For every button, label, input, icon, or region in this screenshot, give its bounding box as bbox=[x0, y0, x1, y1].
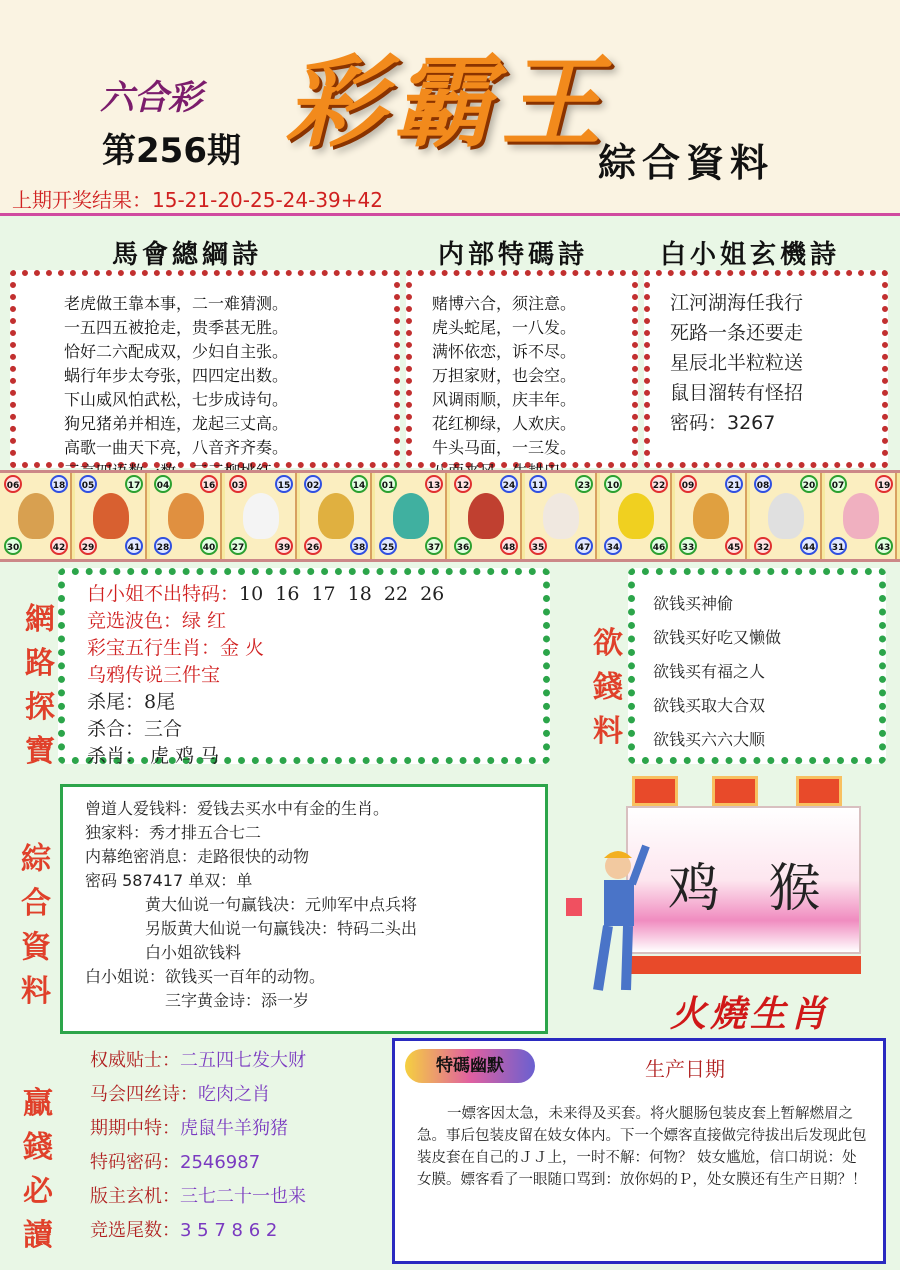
combo-box bbox=[60, 784, 548, 1034]
zodiac-animal-icon bbox=[393, 493, 429, 539]
humor-badge: 特碼幽默 bbox=[405, 1049, 535, 1083]
zodiac-number: 43 bbox=[875, 537, 893, 555]
vertical-char: 錢 bbox=[23, 1130, 53, 1165]
inner-poem-title: 内部特碼詩 bbox=[438, 240, 589, 270]
zodiac-number: 07 bbox=[829, 475, 847, 493]
zodiac-number: 44 bbox=[800, 537, 818, 555]
logo-title: 彩霸王 bbox=[285, 43, 609, 161]
zodiac-animal-icon bbox=[318, 493, 354, 539]
zodiac-number: 02 bbox=[304, 475, 322, 493]
horse-poem bbox=[16, 276, 394, 484]
zodiac-animal-icon bbox=[468, 493, 504, 539]
win-row bbox=[90, 1112, 306, 1146]
miss-poem-box bbox=[644, 270, 888, 468]
win-row bbox=[90, 1214, 306, 1248]
zodiac-animal-icon bbox=[93, 493, 129, 539]
zodiac-number: 34 bbox=[604, 537, 622, 555]
vertical-char: 資 bbox=[21, 930, 51, 965]
zodiac-number: 35 bbox=[529, 537, 547, 555]
win-list bbox=[90, 1044, 306, 1248]
poem-line: 满怀依恋，诉不尽。 bbox=[432, 342, 577, 361]
zodiac-number: 24 bbox=[500, 475, 518, 493]
zodiac-number: 03 bbox=[229, 475, 247, 493]
easel-text: 鸡 猴 bbox=[668, 859, 837, 919]
money-item: 欲钱买有福之人 bbox=[653, 662, 766, 681]
zodiac-number: 38 bbox=[350, 537, 368, 555]
zodiac-number: 37 bbox=[425, 537, 443, 555]
poem-line: 星辰北半粒粒送 bbox=[670, 352, 804, 374]
win-key: 竞选尾数： bbox=[90, 1220, 180, 1241]
miss-poem bbox=[650, 276, 882, 438]
combo-item: 曾道人爱钱料：爱钱去买水中有金的生肖。 bbox=[85, 799, 390, 818]
vertical-char: 探 bbox=[25, 690, 55, 725]
poem-line: 花红柳绿，人欢庆。 bbox=[432, 414, 577, 433]
vertical-char: 讀 bbox=[23, 1218, 53, 1253]
zodiac-cell bbox=[525, 473, 597, 559]
win-row bbox=[90, 1180, 306, 1214]
zodiac-animal-icon bbox=[243, 493, 279, 539]
zodiac-number: 22 bbox=[650, 475, 668, 493]
vertical-char: 料 bbox=[593, 714, 623, 749]
zodiac-number: 09 bbox=[679, 475, 697, 493]
zodiac-number: 21 bbox=[725, 475, 743, 493]
zodiac-number: 32 bbox=[754, 537, 772, 555]
zodiac-number: 06 bbox=[4, 475, 22, 493]
zodiac-number: 29 bbox=[79, 537, 97, 555]
poem-line: 密码：3267 bbox=[670, 412, 776, 434]
money-item: 欲钱买神偷 bbox=[653, 594, 734, 613]
win-row bbox=[90, 1078, 306, 1112]
win-key: 期期中特： bbox=[90, 1118, 180, 1139]
zodiac-animal-icon bbox=[693, 493, 729, 539]
zodiac-number: 19 bbox=[875, 475, 893, 493]
zodiac-number: 18 bbox=[50, 475, 68, 493]
poem-line: 恰好二六配成双，少妇自主张。 bbox=[64, 342, 289, 361]
zodiac-number: 30 bbox=[4, 537, 22, 555]
zodiac-cell bbox=[450, 473, 522, 559]
humor-body: 一嫖客因太急，未来得及买套。将火腿肠包装皮套上暂解燃眉之急。事后包装皮留在妓女体内。下一个嫖客直接做完待拔出后发现此包装皮套在自己的ＪＪ上，一时不解：何物？ 妓女尴尬，信口胡说：处女膜。嫖客看了一眼随口骂到：放你妈的Ｐ，处女膜还有生产日期？！ bbox=[417, 1106, 867, 1188]
combo-label bbox=[16, 838, 56, 1014]
poem-line: 一五四五被抢走，贵季甚无胜。 bbox=[64, 318, 289, 337]
zodiac-number: 11 bbox=[529, 475, 547, 493]
zodiac-cell bbox=[825, 473, 897, 559]
zodiac-animal-icon bbox=[843, 493, 879, 539]
zodiac-number: 25 bbox=[379, 537, 397, 555]
win-value: 三七二十一也来 bbox=[180, 1186, 306, 1207]
zodiac-number: 39 bbox=[275, 537, 293, 555]
vertical-char: 必 bbox=[23, 1174, 53, 1209]
zodiac-number: 33 bbox=[679, 537, 697, 555]
poem-line: 虎头蛇尾，一八发。 bbox=[432, 318, 577, 337]
kill-he: 杀合：三合 bbox=[87, 718, 183, 740]
poem-line: 蜗行年步太夸张，四四定出数。 bbox=[64, 366, 289, 385]
zodiac-strip bbox=[0, 470, 900, 562]
zodiac-number: 36 bbox=[454, 537, 472, 555]
zodiac-animal-icon bbox=[168, 493, 204, 539]
money-item: 欲钱买好吃又懒做 bbox=[653, 628, 782, 647]
win-label bbox=[18, 1082, 58, 1258]
poem-line: 高歌一曲天下亮，八音齐齐奏。 bbox=[64, 438, 289, 457]
zodiac-animal-icon bbox=[768, 493, 804, 539]
net-label bbox=[20, 598, 60, 774]
money-item: 欲钱买取大合双 bbox=[653, 696, 766, 715]
painter-figure bbox=[560, 840, 650, 1000]
net-treasure-box bbox=[58, 568, 550, 767]
zodiac-number: 47 bbox=[575, 537, 593, 555]
horse-poem-title: 馬會總綱詩 bbox=[112, 240, 263, 270]
issue-number: 第256期 bbox=[102, 131, 241, 171]
five-elements: 彩宝五行生肖：金 火 bbox=[87, 637, 265, 659]
easel-board bbox=[626, 806, 861, 954]
poem-line: 死路一条还要走 bbox=[670, 322, 804, 344]
poem-line: 风调雨顺，庆丰年。 bbox=[432, 390, 577, 409]
zodiac-number: 16 bbox=[200, 475, 218, 493]
win-row bbox=[90, 1044, 306, 1078]
zodiac-number: 40 bbox=[200, 537, 218, 555]
miss-no-label: 白小姐不出特码： bbox=[87, 583, 240, 605]
humor-box bbox=[392, 1038, 886, 1264]
zodiac-cell bbox=[75, 473, 147, 559]
zodiac-number: 28 bbox=[154, 537, 172, 555]
vertical-char: 綜 bbox=[21, 842, 51, 877]
crow-legend: 乌鸦传说三件宝 bbox=[87, 664, 221, 686]
win-key: 马会四丝诗： bbox=[90, 1084, 198, 1105]
zodiac-number: 04 bbox=[154, 475, 172, 493]
last-draw-result: 上期开奖结果：15-21-20-25-24-39+42 bbox=[12, 188, 383, 212]
zodiac-number: 15 bbox=[275, 475, 293, 493]
zodiac-number: 46 bbox=[650, 537, 668, 555]
money-box bbox=[628, 568, 886, 764]
money-item: 欲钱买六六大顺 bbox=[653, 730, 766, 749]
zodiac-animal-icon bbox=[18, 493, 54, 539]
poem-line: 狗兄猪弟并相连，龙起三丈高。 bbox=[64, 414, 289, 433]
horse-poem-box bbox=[10, 270, 400, 468]
zodiac-number: 26 bbox=[304, 537, 322, 555]
win-value: 3 5 7 8 6 2 bbox=[180, 1220, 278, 1241]
win-value: 二五四七发大财 bbox=[180, 1050, 306, 1071]
header-divider bbox=[0, 213, 900, 216]
vertical-char: 路 bbox=[25, 646, 55, 681]
vertical-char: 料 bbox=[21, 974, 51, 1009]
poem-line: 老虎做王靠本事，二一难猜测。 bbox=[64, 294, 289, 313]
inner-poem-box bbox=[406, 270, 638, 468]
zodiac-number: 27 bbox=[229, 537, 247, 555]
zodiac-number: 42 bbox=[50, 537, 68, 555]
inner-poem bbox=[412, 276, 632, 484]
combo-item: 内幕绝密消息：走路很快的动物 bbox=[85, 847, 310, 866]
zodiac-animal-icon bbox=[543, 493, 579, 539]
zodiac-cell bbox=[375, 473, 447, 559]
win-key: 版主玄机： bbox=[90, 1186, 180, 1207]
zodiac-cell bbox=[0, 473, 72, 559]
zodiac-number: 41 bbox=[125, 537, 143, 555]
zodiac-cell bbox=[225, 473, 297, 559]
zodiac-number: 48 bbox=[500, 537, 518, 555]
zodiac-number: 31 bbox=[829, 537, 847, 555]
combo-item: 密码 587417 单双：单 bbox=[85, 871, 253, 890]
miss-poem-title: 白小姐玄機詩 bbox=[660, 240, 841, 270]
poem-line: 牛头马面，一三发。 bbox=[432, 438, 577, 457]
zodiac-number: 08 bbox=[754, 475, 772, 493]
vertical-char: 欲 bbox=[593, 626, 623, 661]
zodiac-number: 12 bbox=[454, 475, 472, 493]
poem-line: 万担家财，也会空。 bbox=[432, 366, 577, 385]
zodiac-animal-icon bbox=[618, 493, 654, 539]
combo-item: 黄大仙说一句赢钱决：元帅军中点兵将 bbox=[145, 895, 418, 914]
poem-line: 鼠目溜转有怪招 bbox=[670, 382, 804, 404]
combo-list bbox=[63, 787, 545, 1013]
kill-tail-value: 8尾 bbox=[144, 691, 176, 713]
wave-color: 竞选波色：绿 红 bbox=[87, 610, 227, 632]
fire-zodiac-caption: 火燒生肖 bbox=[670, 993, 831, 1035]
money-label bbox=[588, 622, 628, 754]
zodiac-cell bbox=[300, 473, 372, 559]
poem-line: 下山威风怕武松，七步成诗句。 bbox=[64, 390, 289, 409]
vertical-char: 網 bbox=[25, 602, 55, 637]
kill-xiao: 杀肖： 虎 鸡 马 bbox=[87, 745, 220, 767]
subtitle: 綜合資料 bbox=[598, 140, 775, 185]
combo-item: 独家料：秀才排五合七二 bbox=[85, 823, 262, 842]
lottery-name: 六合彩 bbox=[100, 78, 202, 118]
win-value: 吃肉之肖 bbox=[198, 1084, 270, 1105]
zodiac-number: 01 bbox=[379, 475, 397, 493]
vertical-char: 錢 bbox=[593, 670, 623, 705]
zodiac-number: 17 bbox=[125, 475, 143, 493]
vertical-char: 合 bbox=[21, 886, 51, 921]
combo-item: 白小姐说：欲钱买一百年的动物。 bbox=[85, 967, 326, 986]
zodiac-number: 23 bbox=[575, 475, 593, 493]
combo-item: 另版黄大仙说一句赢钱决：特码二头出 bbox=[145, 919, 418, 938]
win-value: 2546987 bbox=[180, 1152, 261, 1173]
vertical-char: 寶 bbox=[25, 734, 55, 769]
vertical-char: 贏 bbox=[23, 1086, 53, 1121]
miss-no-values: 10 16 17 18 22 26 bbox=[239, 583, 445, 605]
poem-line: 赌博六合，须注意。 bbox=[432, 294, 577, 313]
easel-lamp bbox=[796, 776, 842, 806]
easel-lamp bbox=[632, 776, 678, 806]
win-key: 权威贴士： bbox=[90, 1050, 180, 1071]
money-list bbox=[635, 575, 879, 757]
win-value: 虎鼠牛羊狗猪 bbox=[180, 1118, 288, 1139]
zodiac-number: 45 bbox=[725, 537, 743, 555]
zodiac-number: 05 bbox=[79, 475, 97, 493]
zodiac-cell bbox=[675, 473, 747, 559]
zodiac-number: 13 bbox=[425, 475, 443, 493]
combo-item: 白小姐欲钱料 bbox=[145, 943, 242, 962]
win-row bbox=[90, 1146, 306, 1180]
zodiac-cell bbox=[150, 473, 222, 559]
easel-lamp bbox=[712, 776, 758, 806]
win-key: 特码密码： bbox=[90, 1152, 180, 1173]
zodiac-cell bbox=[600, 473, 672, 559]
kill-tail-label: 杀尾： bbox=[87, 691, 145, 713]
zodiac-number: 14 bbox=[350, 475, 368, 493]
combo-item: 三字黄金诗：添一岁 bbox=[165, 991, 310, 1010]
humor-title: 生产日期 bbox=[645, 1057, 725, 1081]
easel-base bbox=[626, 956, 861, 974]
zodiac-number: 20 bbox=[800, 475, 818, 493]
poem-line: 江河湖海任我行 bbox=[670, 292, 804, 314]
zodiac-number: 10 bbox=[604, 475, 622, 493]
zodiac-cell bbox=[750, 473, 822, 559]
